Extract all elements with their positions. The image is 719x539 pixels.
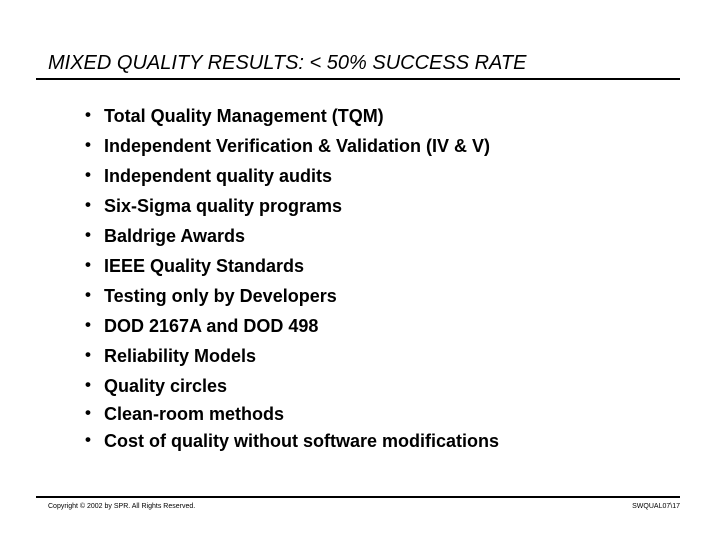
slide-title: MIXED QUALITY RESULTS: < 50% SUCCESS RATE [48, 52, 527, 74]
bullet-marker: • [85, 315, 91, 334]
bullet-text: IEEE Quality Standards [104, 256, 305, 276]
bullet-marker: • [85, 195, 91, 214]
bullet-marker: • [85, 345, 91, 364]
bullet-text: Reliability Models [104, 346, 257, 366]
bullet-marker: • [85, 255, 91, 274]
bullet-text: Baldrige Awards [104, 226, 246, 246]
bullet-text: Quality circles [104, 376, 228, 396]
footer-rule [36, 496, 680, 498]
bullet-text: Total Quality Management (TQM) [104, 106, 384, 126]
bullet-text: Cost of quality without software modifications [104, 431, 500, 451]
bullet-marker: • [85, 135, 91, 154]
bullet-marker: • [85, 285, 91, 304]
bullet-marker: • [85, 375, 91, 394]
title-underline [36, 78, 680, 80]
bullet-marker: • [85, 105, 91, 124]
bullet-text: Testing only by Developers [104, 286, 337, 306]
bullet-text: Independent Verification & Validation (IV & V) [104, 136, 491, 156]
bullet-marker: • [85, 403, 91, 422]
bullet-text: DOD 2167A and DOD 498 [104, 316, 319, 336]
bullet-marker: • [85, 430, 91, 449]
bullet-marker: • [85, 165, 91, 184]
slide-identifier: SWQUAL07\17 [632, 503, 680, 510]
copyright-notice: Copyright © 2002 by SPR. All Rights Reserved. [48, 503, 196, 510]
bullet-marker: • [85, 225, 91, 244]
bullet-text: Six-Sigma quality programs [104, 196, 343, 216]
bullet-text: Independent quality audits [104, 166, 333, 186]
bullet-text: Clean-room methods [104, 404, 285, 424]
